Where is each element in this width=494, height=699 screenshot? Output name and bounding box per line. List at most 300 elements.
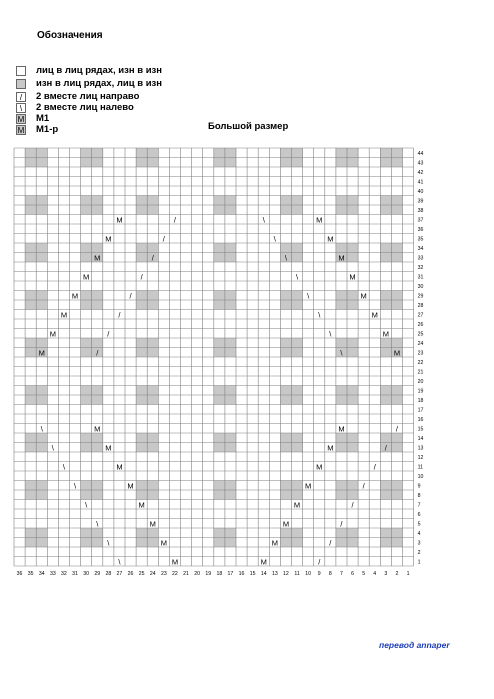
shaded-cell [391, 158, 402, 168]
shaded-cell [380, 253, 391, 263]
shaded-cell [136, 443, 147, 453]
stitch-symbol: \ [74, 481, 77, 491]
shaded-cell [92, 481, 103, 491]
stitch-symbol: \ [51, 443, 54, 453]
shaded-cell [81, 243, 92, 253]
shaded-cell [336, 490, 347, 500]
stitch-symbol: M [271, 538, 278, 548]
shaded-cell [347, 481, 358, 491]
legend-title: Обозначения [37, 30, 103, 41]
translator-credit: перевод annaper [379, 640, 450, 650]
shaded-cell [25, 490, 36, 500]
shaded-cell [391, 148, 402, 158]
shaded-cell [280, 196, 291, 206]
shaded-cell [292, 196, 303, 206]
row-number: 44 [417, 150, 424, 157]
row-number: 17 [417, 407, 424, 414]
stitch-symbol: M [116, 215, 123, 225]
stitch-symbol: / [173, 215, 176, 225]
shaded-cell [25, 148, 36, 158]
shaded-cell [391, 386, 402, 396]
shaded-cell [147, 348, 158, 358]
column-number: 13 [271, 571, 278, 577]
shaded-cell [81, 386, 92, 396]
stitch-symbol: M [149, 519, 156, 529]
row-number: 31 [417, 274, 424, 281]
shaded-cell [147, 148, 158, 158]
legend-label: лиц в лиц рядах, изн в изн [36, 65, 163, 76]
stitch-symbol: M [38, 348, 45, 358]
row-number: 33 [417, 255, 424, 262]
shaded-cell [336, 300, 347, 310]
shaded-cell [147, 196, 158, 206]
row-number: 3 [417, 540, 421, 547]
column-number: 10 [305, 571, 312, 577]
shaded-cell [147, 243, 158, 253]
shaded-cell [81, 291, 92, 301]
shaded-cell [136, 158, 147, 168]
shaded-cell [380, 433, 391, 443]
stitch-symbol: \ [340, 348, 343, 358]
shaded-cell [391, 243, 402, 253]
row-number: 37 [417, 217, 424, 224]
column-number: 5 [362, 571, 366, 577]
shaded-cell [391, 205, 402, 215]
shaded-cell [380, 395, 391, 405]
stitch-symbol: M [382, 329, 389, 339]
shaded-cell [225, 300, 236, 310]
shaded-cell [214, 538, 225, 548]
legend-label: изн в лиц рядах, лиц в изн [36, 78, 163, 89]
shaded-cell [391, 490, 402, 500]
stitch-symbol: / [395, 424, 398, 434]
shaded-cell [25, 481, 36, 491]
shaded-cell [25, 528, 36, 538]
stitch-symbol: M [393, 348, 401, 358]
shaded-cell [136, 395, 147, 405]
shaded-cell [81, 490, 92, 500]
column-number: 16 [238, 571, 245, 577]
shaded-cell [292, 300, 303, 310]
stitch-symbol: M [293, 500, 301, 510]
row-number: 16 [417, 416, 424, 423]
stitch-symbol: / [162, 234, 165, 244]
column-number: 11 [294, 571, 300, 577]
shaded-cell [147, 300, 158, 310]
shaded-cell [92, 490, 103, 500]
shaded-cell [25, 158, 36, 168]
shaded-cell [36, 443, 47, 453]
shaded-cell [380, 538, 391, 548]
shaded-cell [292, 490, 303, 500]
shaded-cell [391, 291, 402, 301]
column-number: 17 [227, 571, 234, 577]
stitch-symbol: \ [96, 519, 99, 529]
column-number: 30 [83, 571, 90, 577]
shaded-cell [92, 158, 103, 168]
shaded-cell [214, 253, 225, 263]
stitch-symbol: \ [307, 291, 310, 301]
shaded-cell [336, 243, 347, 253]
shaded-cell [36, 148, 47, 158]
shaded-cell [391, 481, 402, 491]
stitch-symbol: \ [296, 272, 299, 282]
shaded-cell [214, 196, 225, 206]
row-number: 35 [417, 236, 424, 243]
stitch-symbol: M [338, 424, 345, 434]
stitch-symbol: \ [273, 234, 276, 244]
row-number: 13 [417, 445, 424, 452]
row-number: 4 [417, 530, 421, 537]
row-number: 15 [417, 426, 424, 433]
shaded-cell [225, 348, 236, 358]
shaded-cell [36, 253, 47, 263]
row-number: 5 [417, 521, 421, 528]
shaded-cell [25, 253, 36, 263]
shaded-cell [92, 386, 103, 396]
shaded-cell [225, 338, 236, 348]
stitch-symbol: M [127, 481, 134, 491]
row-number: 20 [417, 378, 424, 385]
shaded-cell [136, 196, 147, 206]
shaded-cell [92, 243, 103, 253]
shaded-cell [147, 158, 158, 168]
column-number: 29 [94, 571, 101, 577]
row-number: 39 [417, 198, 424, 205]
shaded-cell [214, 528, 225, 538]
shaded-cell [214, 338, 225, 348]
stitch-symbol: \ [40, 424, 43, 434]
shaded-cell [214, 291, 225, 301]
stitch-symbol: M [360, 291, 367, 301]
shaded-cell [81, 528, 92, 538]
stitch-symbol: / [340, 519, 343, 529]
shaded-cell [225, 205, 236, 215]
shaded-cell [336, 538, 347, 548]
shaded-cell [292, 253, 303, 263]
shaded-cell [81, 395, 92, 405]
row-number: 26 [417, 321, 424, 328]
shaded-cell [36, 490, 47, 500]
column-number: 18 [216, 571, 223, 577]
shaded-cell [391, 395, 402, 405]
shaded-cell [336, 481, 347, 491]
shaded-cell [380, 300, 391, 310]
shaded-cell [292, 538, 303, 548]
column-number: 14 [260, 571, 267, 577]
shaded-cell [25, 243, 36, 253]
shaded-cell [347, 253, 358, 263]
shaded-cell [280, 300, 291, 310]
shaded-cell [214, 300, 225, 310]
shaded-cell [136, 538, 147, 548]
row-number: 29 [417, 293, 424, 300]
stitch-symbol: \ [62, 462, 65, 472]
stitch-symbol: M [83, 272, 90, 282]
shaded-cell [280, 291, 291, 301]
shaded-cell [25, 348, 36, 358]
shaded-cell [36, 386, 47, 396]
shaded-cell [347, 433, 358, 443]
shaded-cell [36, 433, 47, 443]
shaded-cell [347, 148, 358, 158]
shaded-cell [280, 338, 291, 348]
shaded-cell [147, 291, 158, 301]
shaded-cell [347, 291, 358, 301]
shaded-cell [147, 205, 158, 215]
row-number: 27 [417, 312, 424, 319]
shaded-cell [280, 158, 291, 168]
shaded-cell [81, 348, 92, 358]
row-number: 23 [417, 350, 424, 357]
shaded-cell [347, 348, 358, 358]
shaded-cell [391, 443, 402, 453]
shaded-cell [391, 528, 402, 538]
row-number: 1 [417, 559, 421, 566]
column-number: 19 [205, 571, 212, 577]
shaded-cell [380, 528, 391, 538]
shaded-cell [347, 205, 358, 215]
column-number: 23 [160, 571, 167, 577]
shaded-cell [214, 433, 225, 443]
shaded-cell [25, 291, 36, 301]
shaded-cell [147, 538, 158, 548]
shaded-cell [25, 300, 36, 310]
column-number: 31 [72, 571, 78, 577]
shaded-cell [36, 528, 47, 538]
row-number: 22 [417, 359, 424, 366]
shaded-cell [214, 243, 225, 253]
shaded-cell [391, 253, 402, 263]
stitch-symbol: M [94, 253, 101, 263]
shaded-cell [336, 528, 347, 538]
column-number: 8 [328, 571, 332, 577]
shaded-cell [225, 395, 236, 405]
shaded-cell [92, 433, 103, 443]
row-number: 25 [417, 331, 424, 338]
stitch-symbol: M [49, 329, 56, 339]
shaded-cell [225, 433, 236, 443]
legend-symbol: / [16, 92, 26, 102]
stitch-symbol: / [151, 253, 154, 263]
shaded-cell [380, 205, 391, 215]
shaded-cell [380, 481, 391, 491]
column-number: 24 [149, 571, 156, 577]
shaded-cell [92, 528, 103, 538]
column-number: 32 [61, 571, 67, 577]
shaded-cell [347, 443, 358, 453]
shaded-cell [292, 395, 303, 405]
row-number: 40 [417, 188, 424, 195]
shaded-cell [225, 243, 236, 253]
shaded-cell [36, 243, 47, 253]
shaded-cell [280, 348, 291, 358]
shaded-cell [280, 433, 291, 443]
shaded-cell [36, 338, 47, 348]
shaded-cell [81, 338, 92, 348]
stitch-symbol: M [305, 481, 312, 491]
shaded-cell [380, 158, 391, 168]
shaded-cell [147, 433, 158, 443]
shaded-cell [380, 490, 391, 500]
column-number: 3 [384, 571, 388, 577]
shaded-cell [225, 253, 236, 263]
stitch-symbol: / [351, 500, 354, 510]
shaded-cell [136, 253, 147, 263]
stitch-symbol: M [260, 557, 267, 567]
shaded-cell [136, 433, 147, 443]
shaded-cell [347, 300, 358, 310]
column-number: 12 [283, 571, 289, 577]
legend-label: М1 [36, 113, 50, 124]
column-number: 22 [172, 571, 178, 577]
stitch-symbol: / [329, 538, 332, 548]
shaded-cell [336, 205, 347, 215]
shaded-cell [380, 386, 391, 396]
shaded-cell [136, 348, 147, 358]
shaded-cell [380, 291, 391, 301]
shaded-cell [136, 300, 147, 310]
legend-symbol: M [17, 114, 25, 124]
stitch-symbol: M [71, 291, 79, 301]
shaded-cell [136, 528, 147, 538]
shaded-cell [214, 158, 225, 168]
stitch-symbol: \ [107, 538, 110, 548]
shaded-cell [81, 300, 92, 310]
shaded-cell [136, 481, 147, 491]
chart-title: Большой размер [208, 121, 289, 132]
shaded-cell [25, 338, 36, 348]
shaded-cell [336, 148, 347, 158]
shaded-cell [280, 386, 291, 396]
shaded-cell [214, 490, 225, 500]
shaded-cell [81, 538, 92, 548]
column-number: 4 [373, 571, 377, 577]
column-number: 26 [127, 571, 134, 577]
column-number: 36 [16, 571, 23, 577]
stitch-symbol: M [171, 557, 179, 567]
stitch-symbol: \ [85, 500, 88, 510]
shaded-cell [336, 395, 347, 405]
stitch-symbol: / [140, 272, 143, 282]
shaded-cell [347, 395, 358, 405]
shaded-cell [225, 148, 236, 158]
legend-label: М1-р [36, 124, 59, 135]
shaded-cell [391, 538, 402, 548]
shaded-cell [92, 395, 103, 405]
stitch-symbol: M [282, 519, 290, 529]
shaded-cell [225, 538, 236, 548]
shaded-cell [92, 538, 103, 548]
shaded-cell [391, 196, 402, 206]
shaded-cell [292, 338, 303, 348]
stitch-symbol: \ [284, 253, 287, 263]
row-number: 11 [417, 464, 423, 471]
shaded-cell [92, 196, 103, 206]
row-number: 8 [417, 492, 421, 499]
column-number: 15 [249, 571, 256, 577]
row-number: 43 [417, 160, 424, 167]
column-number: 33 [49, 571, 56, 577]
row-number: 41 [417, 179, 424, 186]
legend-label: 2 вместе лиц направо [36, 91, 140, 102]
row-number: 19 [417, 388, 424, 395]
shaded-cell [292, 243, 303, 253]
shaded-cell [214, 481, 225, 491]
legend-symbol: M [17, 125, 25, 135]
row-number: 34 [417, 245, 424, 252]
row-number: 24 [417, 340, 424, 347]
shaded-cell [280, 490, 291, 500]
shaded-cell [81, 158, 92, 168]
shaded-cell [292, 148, 303, 158]
stitch-symbol: M [94, 424, 101, 434]
shaded-cell [347, 386, 358, 396]
shaded-cell [347, 490, 358, 500]
shaded-cell [25, 538, 36, 548]
column-number: 6 [351, 571, 354, 577]
row-number: 7 [417, 502, 421, 509]
shaded-cell [36, 395, 47, 405]
shaded-cell [147, 443, 158, 453]
shaded-cell [280, 538, 291, 548]
shaded-cell [280, 481, 291, 491]
shaded-cell [280, 148, 291, 158]
shaded-cell [36, 481, 47, 491]
row-number: 38 [417, 207, 424, 214]
shaded-cell [214, 205, 225, 215]
shaded-cell [136, 243, 147, 253]
shaded-cell [81, 205, 92, 215]
row-number: 6 [417, 511, 421, 518]
shaded-cell [391, 433, 402, 443]
shaded-cell [147, 490, 158, 500]
stitch-symbol: / [373, 462, 376, 472]
column-number: 27 [116, 571, 123, 577]
row-number: 2 [417, 549, 421, 556]
shaded-cell [36, 205, 47, 215]
shaded-cell [36, 196, 47, 206]
column-number: 35 [27, 571, 34, 577]
column-number: 2 [395, 571, 399, 577]
shaded-cell [280, 205, 291, 215]
column-number: 34 [38, 571, 45, 577]
shaded-cell [347, 196, 358, 206]
row-number: 32 [417, 264, 424, 271]
row-number: 12 [417, 454, 424, 461]
stitch-symbol: / [362, 481, 365, 491]
stitch-symbol: M [105, 234, 112, 244]
stitch-symbol: M [349, 272, 356, 282]
shaded-cell [347, 338, 358, 348]
shaded-cell [336, 158, 347, 168]
stitch-symbol: M [338, 253, 345, 263]
shaded-cell [25, 196, 36, 206]
shaded-cell [214, 348, 225, 358]
shaded-cell [336, 443, 347, 453]
shaded-cell [225, 158, 236, 168]
shaded-cell [292, 443, 303, 453]
row-number: 42 [417, 169, 424, 176]
stitch-symbol: / [384, 443, 387, 453]
shaded-cell [292, 481, 303, 491]
stitch-symbol: \ [118, 557, 121, 567]
shaded-cell [380, 243, 391, 253]
shaded-cell [347, 243, 358, 253]
shaded-cell [292, 158, 303, 168]
stitch-symbol: \ [329, 329, 332, 339]
shaded-cell [147, 481, 158, 491]
